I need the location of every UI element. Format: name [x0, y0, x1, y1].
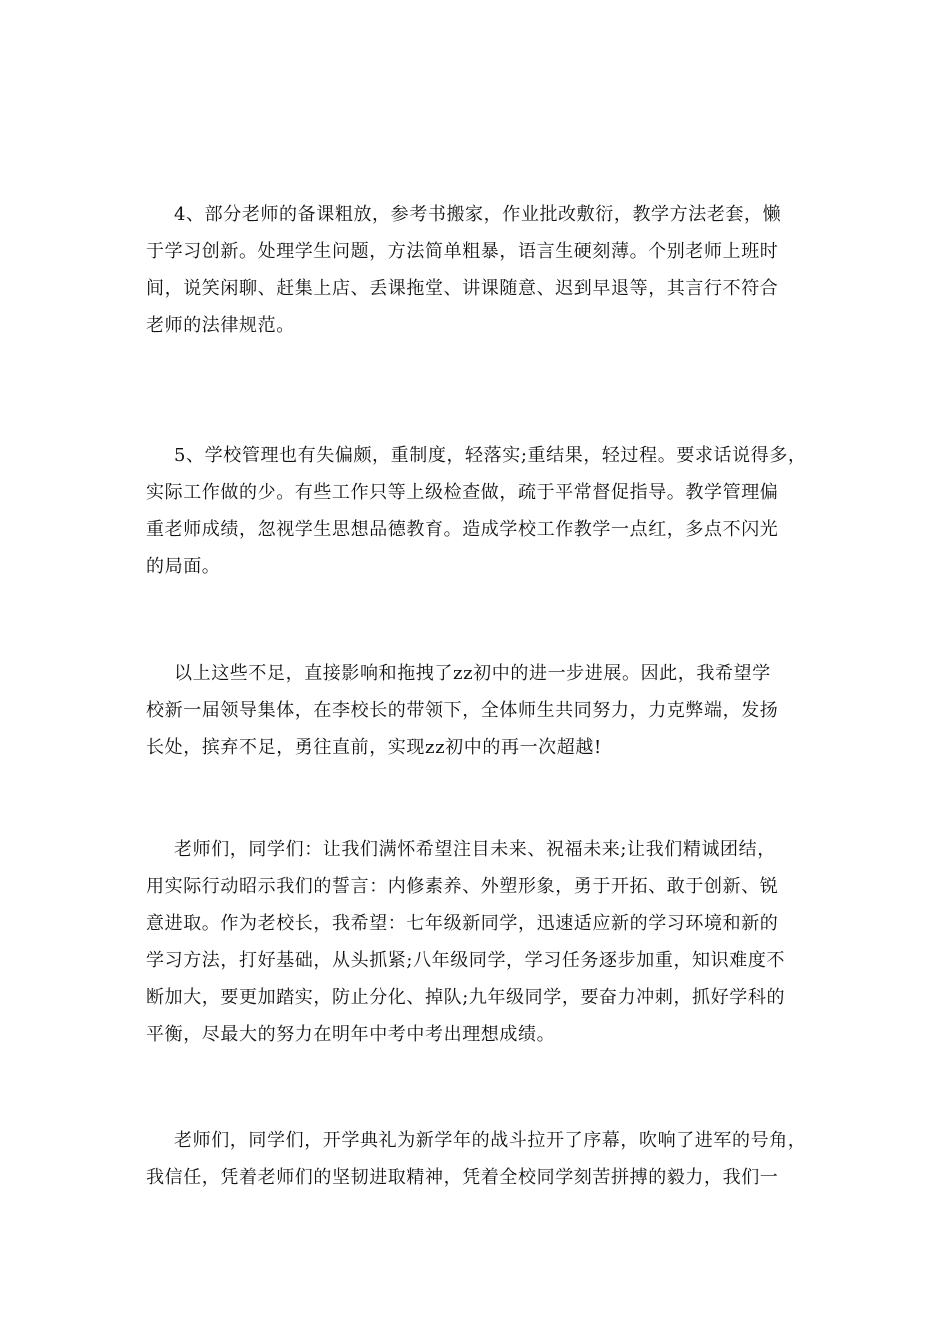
paragraph-line: 平衡，尽最大的努力在明年中考中考出理想成绩。 [146, 1024, 556, 1045]
paragraph-line: 用实际行动昭示我们的誓言：内修素养、外塑形象，勇于开拓、敢于创新、锐 [146, 876, 779, 897]
paragraph-line: 老师们，同学们，开学典礼为新学年的战斗拉开了序幕，吹响了进军的号角， [174, 1130, 807, 1151]
paragraph-line: 5、学校管理也有失偏颇，重制度，轻落实;重结果，轻过程。要求话说得多， [174, 445, 807, 466]
paragraph-line: 校新一届领导集体，在李校长的带领下，全体师生共同努力，力克弊端，发扬 [146, 700, 779, 721]
paragraph-line: 4、部分老师的备课粗放，参考书搬家，作业批改敷衍，教学方法老套，懒 [174, 204, 782, 225]
paragraph-line: 以上这些不足，直接影响和拖拽了zz初中的进一步进展。因此，我希望学 [174, 663, 771, 684]
paragraph-line: 学习方法，打好基础，从头抓紧;八年级同学，学习任务逐步加重，知识难度不 [146, 950, 786, 971]
paragraph-closing [146, 1122, 846, 1196]
paragraph-line: 老师们，同学们：让我们满怀希望注目未来、祝福未来;让我们精诚团结， [174, 839, 776, 860]
paragraph-line: 我信任，凭着老师们的坚韧进取精神，凭着全校同学刻苦拼搏的毅力，我们一 [146, 1167, 779, 1188]
paragraph-line: 间，说笑闲聊、赶集上店、丢课拖堂、讲课随意、迟到早退等，其言行不符合 [146, 278, 779, 299]
paragraph-line: 重老师成绩，忽视学生思想品德教育。造成学校工作教学一点红，多点不闪光 [146, 519, 779, 540]
paragraph-line: 老师的法律规范。 [146, 315, 295, 336]
paragraph-hope-for-leadership [146, 655, 846, 766]
paragraph-line: 于学习创新。处理学生问题，方法简单粗暴，语言生硬刻薄。个别老师上班时 [146, 241, 779, 262]
paragraph-line: 实际工作做的少。有些工作只等上级检查做，疏于平常督促指导。教学管理偏 [146, 482, 779, 503]
paragraph-line: 断加大，要更加踏实，防止分化、掉队;九年级同学，要奋力冲刺，抓好学科的 [146, 987, 786, 1008]
paragraph-line: 长处，摈弃不足，勇往直前，实现zz初中的再一次超越! [146, 737, 602, 758]
paragraph-line: 的局面。 [146, 556, 221, 577]
paragraph-address-to-all [146, 831, 846, 1053]
paragraph-teacher-issues [146, 196, 846, 344]
paragraph-school-management [146, 437, 846, 585]
paragraph-line: 意进取。作为老校长，我希望：七年级新同学，迅速适应新的学习环境和新的 [146, 913, 779, 934]
